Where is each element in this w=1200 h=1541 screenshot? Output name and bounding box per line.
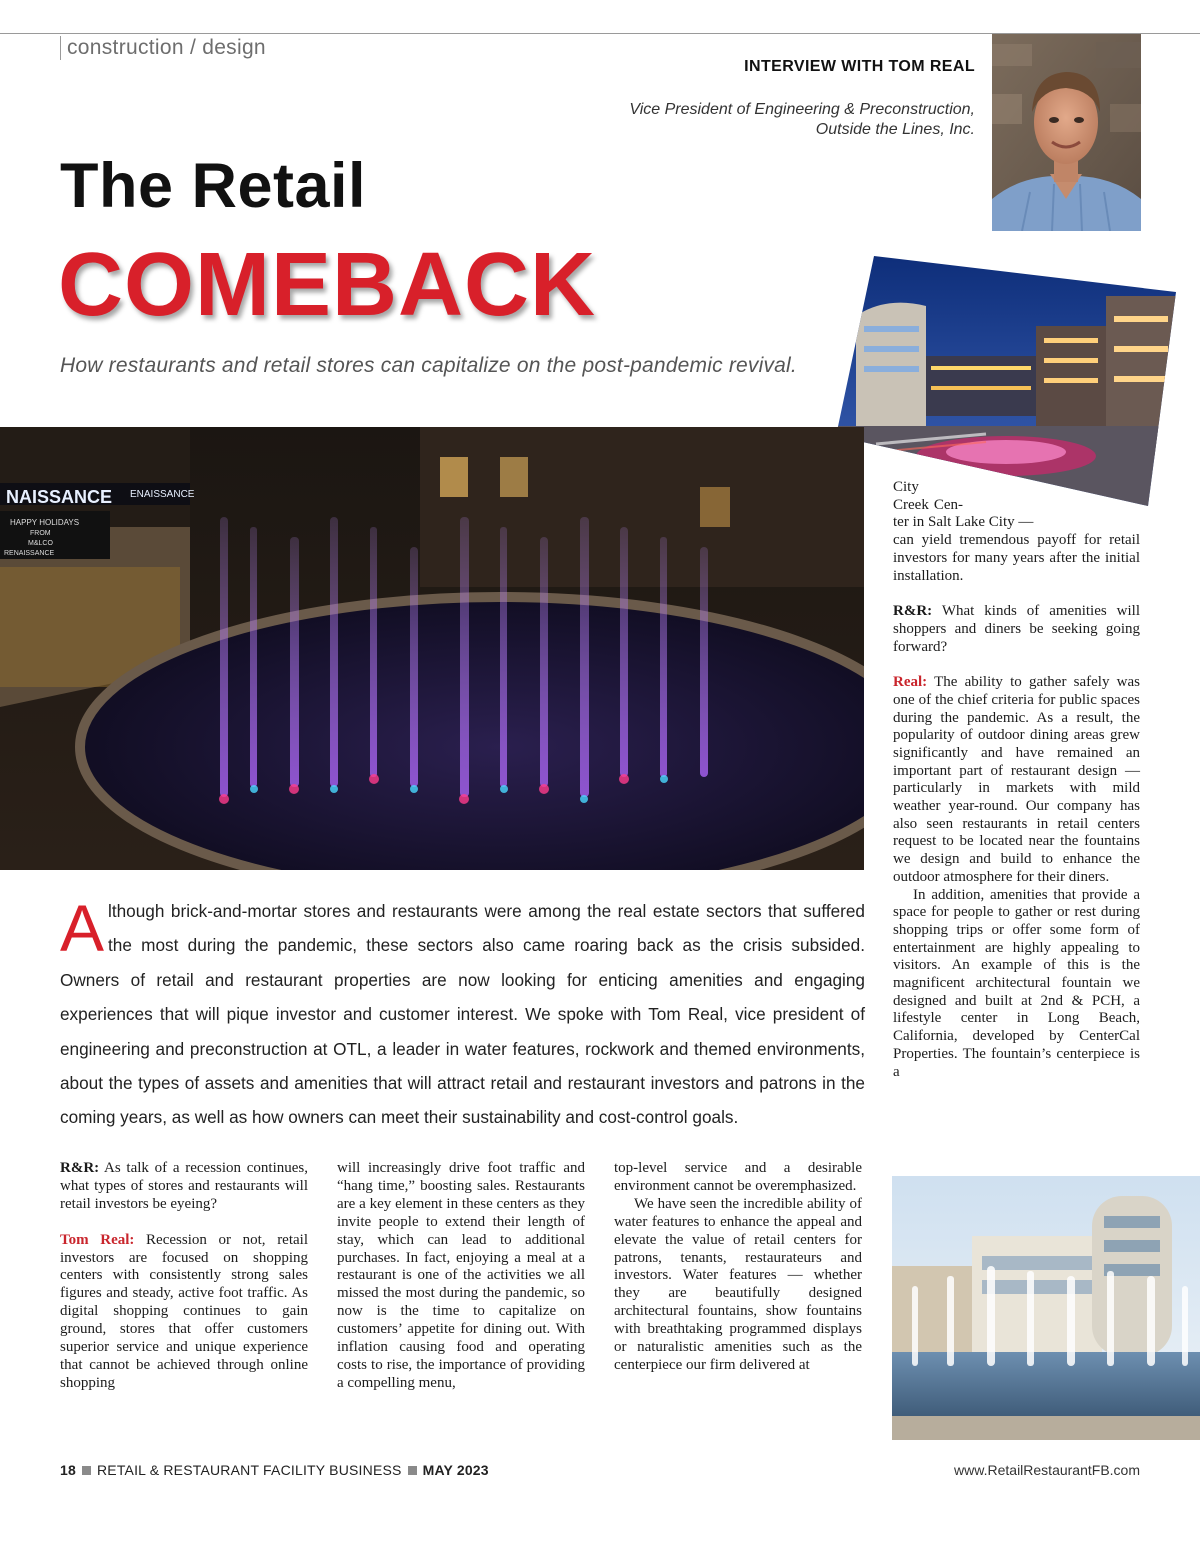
city-creek-center-photo: [836, 256, 1176, 506]
theatre-sign-left: NAISSANCE: [6, 487, 113, 507]
issue-date: MAY 2023: [422, 1462, 489, 1478]
intro-text: lthough brick-and-mortar stores and restaurants were among the real estate sectors that suffered the most during the pandemic, these sectors also came roaring back as the crisis subsided. Owners of retail and restaurant properties are now looking for enticing amenities and engaging experiences that will pique investor and customer interest. We spoke with Tom Real, vice president of engineering and preconstruction at OTL, a leader in water features, rockwork and themed environments, about the types of assets and amenities that will attract retail and restaurant investors and patrons in the coming years, as well as how owners can meet their sustainability and cost-control goals.: [60, 901, 865, 1128]
footer-folio: [60, 1462, 489, 1478]
article-column-1: [60, 1160, 308, 1393]
column-4-lead-1: City: [893, 479, 919, 495]
fountain-night-photo: [0, 427, 864, 870]
answer-text: The ability to gather safely was one of the chief criteria for public spaces during the pandemic. As a result, the popularity of outdoor dining areas grew significantly and have remained an important part of restaurant design — particularly in markets with mild weather year-round. Our company has also seen restaurants in retail centers request to be located near the fountains we design and build to enhance the outdoor atmosphere for their diners.: [893, 674, 1140, 885]
headline-line-1: The Retail: [60, 151, 367, 221]
answer-label: Real:: [893, 674, 928, 691]
marquee-line-2: FROM: [30, 530, 51, 537]
portrait-photo: [992, 34, 1141, 231]
article-column-3: [614, 1160, 862, 1375]
question-label: R&R:: [893, 603, 933, 620]
column-2-text: will increasingly drive foot traffic and “hang time,” boosting sales. Restaurants are a key element in these centers as they invite people to extend their length of stay, which can lead to additional purchases. In fact, enjoying a meal at a restaurant is one of the activities we all missed the most during the pandemic, so now is the time to capitalize on customers’ appetite for dining out. With inflation causing food and operating costs to rise, the importance of providing a compelling menu,: [337, 1160, 585, 1391]
interview-title: INTERVIEW WITH TOM REAL: [744, 58, 975, 75]
interviewee-role: [555, 100, 975, 140]
question-label: R&R:: [60, 1160, 100, 1176]
role-line-2: Outside the Lines, Inc.: [815, 121, 975, 138]
page-number: 18: [60, 1462, 76, 1478]
column-3-paragraph-2: We have seen the incredible ability of water features to enhance the appeal and elevate the value of retail centers for patrons, tenants, restaurateurs and investors. Water features — whether they are beautifully designed architectural fountains, show fountains with breathtaking programmed displays or naturalistic amenities such as the centerpiece our firm delivered at: [614, 1195, 862, 1373]
intro-paragraph: [60, 891, 865, 1135]
marquee-line-1: HAPPY HOLIDAYS: [10, 518, 80, 527]
2nd-and-pch-fountain-photo: [892, 1176, 1200, 1440]
role-line-1: Vice President of Engineering & Preconstruction,: [629, 101, 975, 118]
answer-label: Tom Real:: [60, 1231, 135, 1248]
subheadline: How restaurants and retail stores can capitalize on the post-pandemic revival.: [60, 354, 797, 377]
drop-cap: A: [60, 891, 105, 965]
theatre-sign-right: ENAISSANCE: [130, 489, 195, 500]
publication-name: RETAIL & RESTAURANT FACILITY BUSINESS: [96, 1462, 402, 1478]
column-4-lead-2: Creek Cen-: [893, 496, 963, 513]
column-3-paragraph-1: top-level service and a desirable environment cannot be overemphasized.: [614, 1160, 862, 1194]
column-4-paragraph-1: can yield tremendous payoff for retail investors for many years after the initial installation.: [893, 532, 1140, 584]
square-bullet-icon: [408, 1466, 417, 1475]
section-tag: construction / design: [60, 36, 266, 60]
article-column-4: [893, 479, 1140, 1081]
marquee-line-3: M&LCO: [28, 540, 53, 547]
marquee-line-4: RENAISSANCE: [4, 550, 55, 557]
column-4-paragraph-3: In addition, amenities that provide a space for people to gather or rest during shopping trips or offer some form of entertainment are highly appealing to visitors. An example of this is the magnificent architectural fountain we designed and built at 2nd & PCH, a lifestyle center in Long Beach, California, developed by CenterCal Properties. The fountain’s centerpiece is a: [893, 886, 1140, 1080]
column-4-lead-3: ter in Salt Lake City —: [893, 514, 1034, 531]
question-text: As talk of a recession continues, what types of stores and restaurants will retail investors be eyeing?: [60, 1160, 308, 1212]
question-text: What kinds of amenities will shoppers and diners be seeking going forward?: [893, 603, 1140, 655]
website-link[interactable]: www.RetailRestaurantFB.com: [954, 1462, 1140, 1478]
article-column-2: [337, 1160, 585, 1393]
answer-text: Recession or not, retail investors are focused on shopping centers with consistently strong sales figures and steady, active foot traffic. As digital shopping continues to gain ground, stores that offer customers superior service and unique experience that cannot be achieved through online shopping: [60, 1231, 309, 1391]
square-bullet-icon: [82, 1466, 91, 1475]
headline-line-2: COMEBACK: [58, 235, 596, 335]
